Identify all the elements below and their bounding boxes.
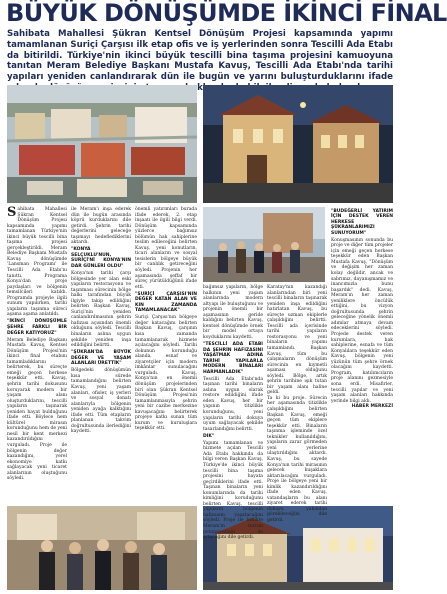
article-column-6 [331,207,393,503]
historic-building-photo [203,85,393,203]
article-column-1 [7,207,67,503]
column-6-subheading-1: "BUDEĞERLİ YATIRIM İÇİN DESTEK VEREN HERKESE ŞÜKRANLARIMIZI SUNUYORUM" [331,208,393,236]
column-5-text-1: Karatay'nın kazandığı alanlarından biri yeni tescilli binaların taşınarak yeniden inşa edildiğini hatırlatan Kavuş, bu süreçte uzman ekiplerle çalışıldığını belirtti. Tescilli ada içerisinde tarihi yapıların restorasyonu ve yeni binaların yapımı tamamlandı. Başkan Kavuş, tüm bu çalışmaların dönüşüm sürecinin en kıymetli aşaması olduğunu söyledi. Bölge, artık şehrin tarihine ışık tutan bir yaşam alanı haline geldi. [267,285,327,396]
article-column-3 [135,207,197,503]
column-3-text-2: Suriçi Çarşısı'nın bölgeye değer katacağını belirten Başkan Kavuş, çarşının kısa zamanda tamamlanarak hizmete açılacağını söyledi. Tarihi dokunun korunduğu alanda, esnaf ve ziyaretçiler için modern imkânlar sunulacağını vurguladı. Kavuş, Konya'nın en önemli dönüşüm projelerinden biri olan Şükran Kentsel Dönüşüm Projesi'nin tamamlanmasıyla şehrin yeni bir cazibe merkezine kavuşacağını belirterek projeye katkı sunan tüm kurum ve kuruluşlara teşekkür etti. [135,315,197,432]
historic-building-graphic [203,85,393,203]
article-column-5 [267,285,327,523]
article-column-4 [203,285,263,541]
column-6-text-1: Konuşmasının sonunda bu proje ve diğer tüm projeler için emeği geçen herkese teşekkür eden Başkan Mustafa Kavuş, "Dönüşüm ve değişim her zaman kolay değildir, ancak ve sabrımız, dayanışmamız ve inancımızla bunu başardık" dedi. Kavuş, Meram'ın her zaman yeniliklere öncülük ettiğini, bu vizyon doğrultusunda şehrin geleceğine yönelik önemli adımlar atmaya devam edeceklerini söyledi. Projede destek veren kurumlara, hak sahiplerine, esnafa ve tüm Konyalılara teşekkür eden Kavuş, bölgenin yeni yüzünün tüm şehre örnek olacağını kaydetti. Program, katılımcıların proje alanını gezmesiyle sona erdi. Misafirler, tescilli yapılar ve yeni yaşam alanları hakkında yerinde bilgi aldı. [331,237,393,404]
ceremony-crowd-photo [203,207,325,282]
column-1-text-1: ahibata Mahallesi Şükran Kentsel Dönüşüm Projesi kapsamında yapımı tamamlanan Türkiye'nin ikinci büyük tescilli bina taşıma projesi gerçekleştirildi. Meram Belediye Başkanı Mustafa Kavuş dönüşümde 'Lansman Programı' ile Tescilli Ada Etabı'nı tanıttı. Programa Konya'dan proje paydaşları ve bölgenin temsilcileri katıldı. Programda projeyle ilgili sunum yapılırken, tarihi yapıların taşınma süreci aşama aşama anlatıldı. [7,207,67,318]
officials-visit-photo [7,506,197,590]
column-2-text-3: Bölgedeki dönüşümün kısa sürede tamamlandığını belirten Kavuş, yeni yaşam alanları, ofisler, iş yerleri ve sosyal donatı alanlarıyla bölgenin yeniden ayağa kalktığını ifade etti. Tüm etapların planlanan takvim doğrultusunda ilerlediğini kaydetti. [71,368,131,435]
column-4-text-2: Tescilli Ada Etabı'nda taşınan tarihi binaların aslına uygun olarak restore edildiğini ifade eden Kavuş, her bir yapının titizlikle korunduğunu, yeni yapıların tarihi dokuya uyum sağlayacak şekilde tasarlandığını belirtti. [203,376,263,432]
article-column-2 [71,207,131,503]
byline-signature: HABER MERKEZİ [351,404,393,410]
column-1-text-2: Meram Belediye Başkanı Mustafa Kavuş, Kentsel Dönüşüm Projesi'nin ikinci final etabını tamamladıklarını belirterek, bu süreçte emeği geçen herkese teşekkür etti. Kavuş, şehrin tarihi dokusunu koruyarak modern bir yaşam alanı oluşturduklarını, tescilli yapıların taşınarak yeniden hayat bulduğunu ifade etti. Böylece hem kültürel mirasın korunduğunu hem de yeni nesil bir kent merkezi kazandırıldığını vurguladı. Proje ile bölgenin değer kazandığını, yerel ekonomiye katkı sağlayacak yeni ticaret alanlarının oluştuğunu söyledi. [7,337,67,482]
column-4-text-3: Yapımı tamamlanan ve hizmete açılan Tescilli Ada Etabı hakkında da bilgi veren Başkan Kavuş, Türkiye'de ikinci büyük tescilli bina taşıma projesini hayata geçirdiklerini ifade etti. Taşınan binaların yeni konumlarında da tarihi kimliğini koruduğunu belirten Kavuş, tescilli yapıların bölgenin hafızasını yaşatacağını söyledi. Proje ile birlikte Meram'ın turizm potansiyelinin de artacağını dile getirdi. [203,440,263,541]
column-2-subheading-2: "ŞÜKRAN'DA BÜYÜK DEĞER VE YAŞAM ALANLARI ÜRETTİK" [71,350,131,367]
aerial-district-photo [7,85,197,203]
lead-paragraph: Sahibata Mahallesi Şükran Kentsel Dönüşüm Projesi kapsamında yapımı tamamlanan Suriçi Çarşısı ilk etap ofis ve iş yerlerinden sonra Tescilli Ada Etabı da bitirildi. Türkiye'nin ikinci büyük tescilli bina taşıma projesini kamuoyuna tanıtan Meram Belediye Başkanı Mustafa Kavuş, Tescilli Ada Etabı'nda tarihi yapıları yeniden canlandırarak dün ile bugün ve yarını buluşturduklarını ifade [7,29,393,83]
officials-visit-graphic [7,506,197,590]
column-1-subheading-1: "İKİNCİ DÖNÜŞÜMLE ŞEHRE FARKLI BİR DEĞER KATIYORUZ" [7,319,67,336]
column-2-subheading-1: "KONYA SELÇUKLU'NUN, SURİÇİ'Nİ KONYA'NIN DAR GÜNLERİ OLDU" [71,247,131,269]
aerial-district-graphic [7,85,197,203]
ceremony-crowd-graphic [203,207,325,282]
column-2-text-1: ile Meram'ı inşa ederek dün ile bugün arasında köprü kurduklarını dile getirdi. Şehrin tarihi değerlerini geleceğe taşımayı hedeflediklerini aktardı. [71,207,131,246]
column-5-text-2: Ta ki bu proje. Sürecin her aşamasında titizlikle çalışıldığını belirten Başkan Kavuş, emeği geçen tüm ekiplere teşekkür etti. Binaların taşınma işleminde özel teknikler kullanıldığını, yapıların zarar görmeden yeni yerlerine ulaştırıldığını aktardı. Kavuş, bu sayede Konya'nın tarihi mirasının gelecek kuşaklara aktarılacağını vurguladı. Proje ile bölgeye yeni bir kimlik kazandırıldığını ifade eden Kavuş, vatandaşların bu alanı ziyaret ederek tarihi dokuyu yakından görebileceğini dile getirdi. [267,395,327,523]
column-4-text-1: bağımsız yapıların, bölge halkının yeni yaşam alanlarında modern altyapı ile buluştuğunu ve projenin önemli bir aşamasının geride kaldığını belirten Kavuş, kentsel dönüşümde örnek bir model ortaya koyduklarını kaydetti. [203,285,263,340]
column-2-text-2: Konya'nın tarihi çarşı bölgesinde yer alan eski yapıların restorasyonu ve taşınması sürecinin bölge halkı tarafından büyük ilgiyle takip edildiğini belirten Başkan Kavuş, Suriçi'nin yeniden canlandırılmasının şehrin hafızası açısından önemli olduğunu söyledi. Tescilli binaların aslına uygun şekilde yeniden inşa edildiğini belirtti. [71,271,131,349]
column-4-subheading-2: DIK" [203,433,215,439]
column-3-text-1: önemli yatırımları burada ifade ederek, 2. etap inşaatı ile ilgili bilgi verdi. Dönüşüm kapsamında yüzlerce bağımsız bölümün hak sahiplerine teslim edileceğini belirten Kavuş, yeni konutların, ticari alanların ve sosyal tesislerin bölgeye büyük bir canlılık getireceğini söyledi. Projenin her aşamasında şeffaf bir süreç yürütüldüğünü ifade etti. [135,207,197,290]
column-3-subheading-1: "SURİÇİ ÇARŞISI'NIN DEĞER KATAN ALAN VE KIN ZAMANDA TAMAMLANACAK" [135,291,197,314]
headline: BÜYÜK DÖNÜŞÜMDE İKİNCİ FİNAL [6,0,447,27]
drop-cap: S [7,205,17,220]
column-4-subheading-1: "TESCİLLİ ADA ETABI DA ŞEHRİN HAFIZASINI YAŞATMAK ADINA TARİHİ YAPILARLA MODERN BİNALARI HARMANLADIK" [203,341,263,375]
